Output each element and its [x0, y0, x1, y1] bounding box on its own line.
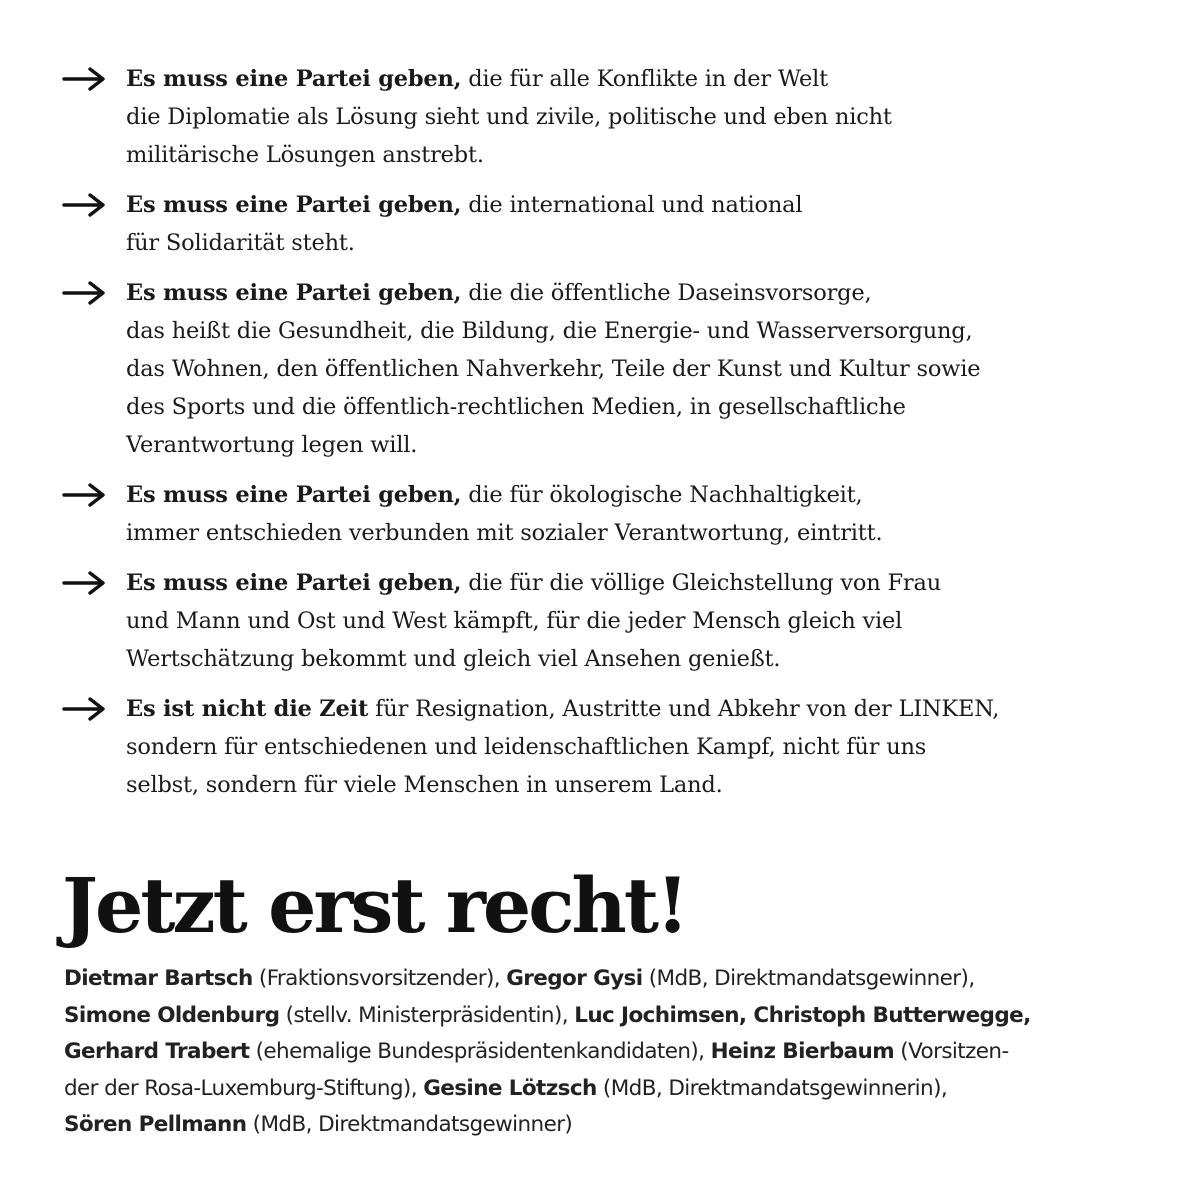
arrow-right-icon [62, 280, 108, 306]
point-lead: Es muss eine Partei geben, [126, 66, 462, 92]
point-text: die international und national [461, 192, 803, 218]
list-item [62, 60, 1102, 174]
point-first-line [126, 564, 1102, 602]
signers-line [64, 961, 1124, 998]
point-text: die die öffentliche Daseinsvorsorge, [461, 280, 872, 306]
signer-name: Dietmar Bartsch [64, 966, 253, 991]
arrow-right-icon [62, 66, 108, 92]
list-item [62, 476, 1102, 552]
arrow-right-icon [62, 696, 108, 722]
point-lead: Es muss eine Partei geben, [126, 280, 462, 306]
point-line: die Diplomatie als Lösung sieht und zivile, politische und eben nicht [126, 104, 892, 130]
signer-name: Luc Jochimsen, Christoph Butterwegge, [574, 1002, 1031, 1028]
point-line: das Wohnen, den öffentlichen Nahverkehr, Teile der Kunst und Kultur sowie [126, 356, 981, 382]
point-first-line [126, 690, 1102, 728]
arrow-right-icon [62, 570, 108, 596]
signer-role: (stellv. Ministerpräsidentin), [279, 1002, 575, 1028]
signer-role: (Fraktionsvorsitzender), [252, 966, 507, 991]
point-line: und Mann und Ost und West kämpft, für die jeder Mensch gleich viel [126, 608, 903, 634]
point-lead: Es muss eine Partei geben, [126, 192, 462, 218]
signer-role: (MdB, Direktmandatsgewinner), [642, 966, 975, 991]
signer-name: Sören Pellmann [64, 1112, 247, 1137]
list-item [62, 186, 1102, 262]
point-line: Wertschätzung bekommt und gleich viel Ansehen genießt. [126, 646, 781, 672]
point-text: für Resignation, Austritte und Abkehr von der LINKEN, [368, 696, 1000, 722]
point-text: die für ökologische Nachhaltigkeit, [461, 482, 863, 508]
point-first-line [126, 60, 1102, 98]
point-text: die für alle Konflikte in der Welt [461, 66, 828, 92]
signer-name: Gerhard Trabert [64, 1039, 250, 1064]
point-lead: Es muss eine Partei geben, [126, 570, 462, 596]
signers-line [64, 1071, 1124, 1108]
arrow-right-icon [62, 192, 108, 218]
point-line: immer entschieden verbunden mit sozialer Verantwortung, eintritt. [126, 520, 883, 546]
list-item [62, 274, 1102, 464]
point-line: das heißt die Gesundheit, die Bildung, die Energie- und Wasserversorgung, [126, 318, 973, 344]
demands-list [62, 60, 1102, 816]
point-text: die für die völlige Gleichstellung von Frau [461, 570, 941, 596]
signers-block [64, 961, 1124, 1144]
arrow-right-icon [62, 482, 108, 508]
point-first-line [126, 274, 1102, 312]
signer-role: (ehemalige Bundespräsidentenkandidaten), [249, 1039, 711, 1064]
signer-role: (Vorsitzen- [894, 1039, 1009, 1064]
signer-name: Gregor Gysi [506, 966, 643, 991]
signers-line [64, 1034, 1124, 1071]
point-line: für Solidarität steht. [126, 230, 355, 256]
signers-line [64, 998, 1124, 1035]
point-first-line [126, 476, 1102, 514]
point-lead: Es ist nicht die Zeit [126, 696, 369, 722]
signer-name: Heinz Bierbaum [710, 1039, 895, 1064]
signer-role: der der Rosa-Luxemburg-Stiftung), [64, 1075, 424, 1101]
point-line: sondern für entschiedenen und leidenschaftlichen Kampf, nicht für uns [126, 734, 927, 760]
signer-role: (MdB, Direktmandatsgewinnerin), [596, 1075, 948, 1101]
signer-name: Gesine Lötzsch [423, 1075, 597, 1101]
point-line: des Sports und die öffentlich-rechtlichen Medien, in gesellschaftliche [126, 394, 906, 420]
headline: Jetzt erst recht! [62, 861, 687, 950]
list-item [62, 564, 1102, 678]
point-line: militärische Lösungen anstrebt. [126, 142, 484, 168]
point-lead: Es muss eine Partei geben, [126, 482, 462, 508]
list-item [62, 690, 1102, 804]
point-first-line [126, 186, 1102, 224]
signer-role: (MdB, Direktmandatsgewinner) [246, 1112, 573, 1137]
point-line: selbst, sondern für viele Menschen in unserem Land. [126, 772, 723, 798]
signer-name: Simone Oldenburg [64, 1002, 280, 1028]
signers-line [64, 1107, 1124, 1144]
point-line: Verantwortung legen will. [126, 432, 418, 458]
